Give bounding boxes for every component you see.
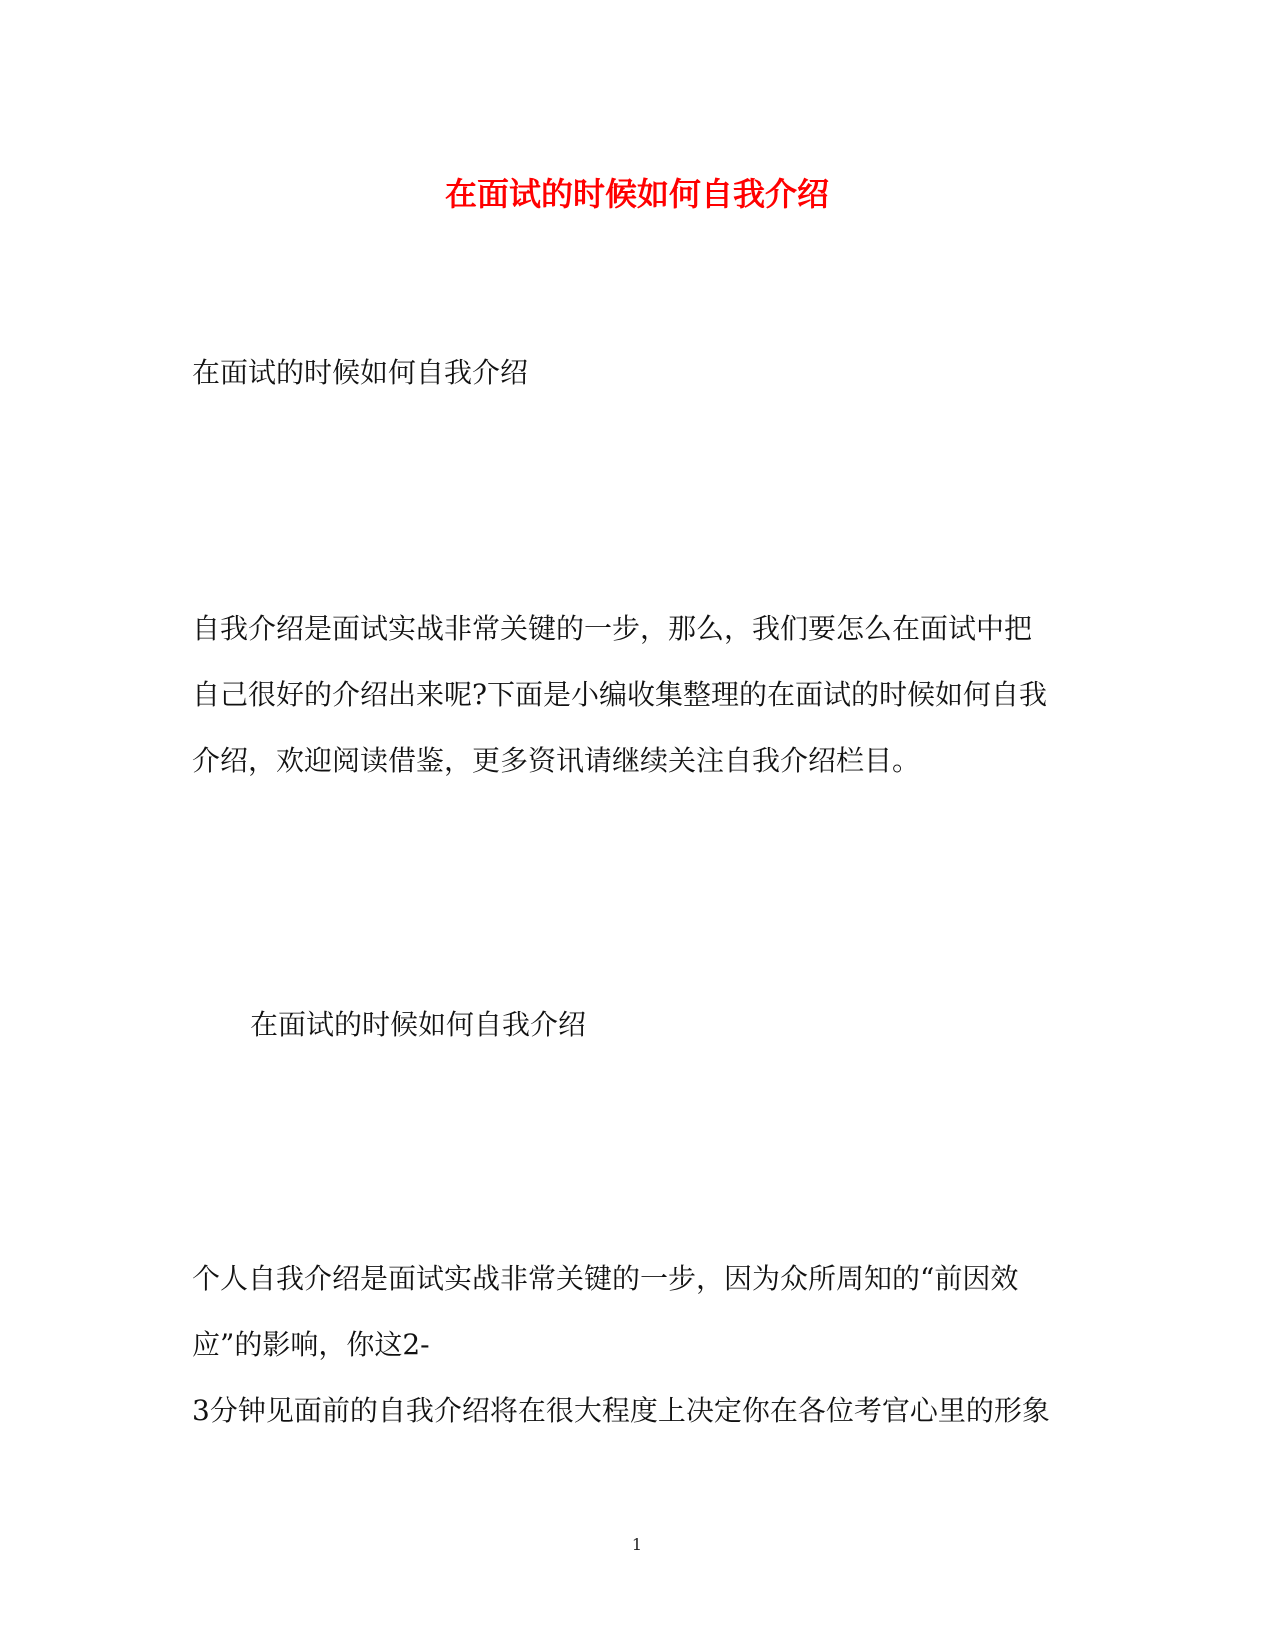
paragraph-line: 介绍，欢迎阅读借鉴，更多资讯请继续关注自我介绍栏目。 bbox=[192, 744, 921, 777]
paragraph-line: 个人自我介绍是面试实战非常关键的一步，因为众所周知的“前因效 bbox=[192, 1262, 1019, 1295]
paragraph-line: 自我介绍是面试实战非常关键的一步，那么，我们要怎么在面试中把 bbox=[192, 612, 1033, 645]
paragraph-line: 应”的影响，你这2- bbox=[192, 1328, 430, 1361]
section-heading bbox=[192, 340, 1092, 406]
page-number: 1 bbox=[631, 1535, 643, 1554]
document-title: 在面试的时候如何自我介绍 bbox=[444, 175, 829, 213]
heading-text: 在面试的时候如何自我介绍 bbox=[192, 356, 529, 389]
subsection-heading bbox=[250, 992, 1150, 1058]
paragraph-line: 3分钟见面前的自我介绍将在很大程度上决定你在各位考官心里的形象 bbox=[192, 1394, 1050, 1427]
heading-text: 在面试的时候如何自我介绍 bbox=[250, 1008, 587, 1041]
intro-paragraph bbox=[192, 596, 1092, 794]
body-paragraph bbox=[192, 1246, 1092, 1444]
paragraph-line: 自己很好的介绍出来呢?下面是小编收集整理的在面试的时候如何自我 bbox=[192, 678, 1048, 711]
